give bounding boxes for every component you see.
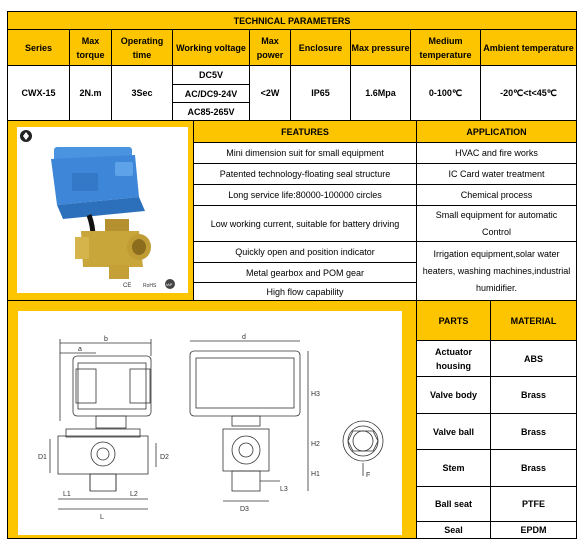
dim-label-d: d [242, 334, 246, 341]
valve-dimension-drawing [18, 311, 402, 535]
application-item: Chemical process [416, 184, 577, 206]
value-max-pressure: 1.6Mpa [350, 65, 411, 121]
dim-label-h3: H3 [311, 391, 320, 398]
value-max-torque: 2N.m [69, 65, 112, 121]
value-enclosure: IP65 [290, 65, 351, 121]
dim-label-l2: L2 [130, 491, 138, 498]
value-max-power: <2W [249, 65, 291, 121]
application-item: IC Card water treatment [416, 163, 577, 185]
part-name: Stem [416, 449, 491, 487]
technical-parameters-title: TECHNICAL PARAMETERS [7, 11, 577, 30]
value-series: CWX-15 [7, 65, 70, 121]
rohs-mark-icon: RoHS [143, 283, 157, 289]
header-max-pressure: Max pressure [350, 29, 411, 66]
header-working-voltage: Working voltage [172, 29, 250, 66]
part-material: EPDM [490, 521, 577, 539]
feature-item: Long service life:80000-100000 circles [193, 184, 417, 206]
application-title: APPLICATION [416, 120, 577, 143]
part-material: PTFE [490, 486, 577, 522]
value-medium-temperature: 0-100℃ [410, 65, 481, 121]
part-name: Ball seat [416, 486, 491, 522]
svg-text:IAP: IAP [166, 282, 173, 287]
dim-label-l1: L1 [63, 491, 71, 498]
feature-item: Patented technology-floating seal structure [193, 163, 417, 185]
header-ambient-temperature: Ambient temperature [480, 29, 577, 66]
feature-item: Mini dimension suit for small equipment [193, 142, 417, 164]
dimension-drawing-panel [7, 300, 417, 539]
part-name: Valve body [416, 376, 491, 414]
part-material: Brass [490, 376, 577, 414]
dim-label-d1: D1 [38, 454, 47, 461]
dim-label-b: b [104, 336, 108, 343]
header-series: Series [7, 29, 70, 66]
dim-label-l: L [100, 514, 104, 521]
feature-item: Low working current, suitable for battery driving [193, 205, 417, 242]
part-name: Seal [416, 521, 491, 539]
dim-label-d3: D3 [240, 506, 249, 513]
brand-logo-icon [20, 130, 32, 142]
header-operating-time: Operating time [111, 29, 173, 66]
value-operating-time: 3Sec [111, 65, 173, 121]
header-enclosure: Enclosure [290, 29, 351, 66]
dim-label-a: a [78, 346, 82, 353]
dim-label-f: F [366, 472, 371, 479]
dimension-drawing [18, 311, 402, 535]
features-title: FEATURES [193, 120, 417, 143]
application-item: HVAC and fire works [416, 142, 577, 164]
header-max-torque: Max torque [69, 29, 112, 66]
value-voltage-ac85-265v: AC85-265V [172, 102, 250, 121]
dim-label-l3: L3 [280, 486, 288, 493]
application-item: Small equipment for automatic Control [416, 205, 577, 242]
product-photo-panel [7, 120, 194, 301]
value-voltage-acdc9-24v: AC/DC9-24V [172, 84, 250, 103]
feature-item: High flow capability [193, 282, 417, 301]
material-header: MATERIAL [490, 300, 577, 341]
motorized-ball-valve-image [17, 127, 188, 293]
value-ambient-temperature: -20℃<t<45℃ [480, 65, 577, 121]
part-material: Brass [490, 449, 577, 487]
header-max-power: Max power [249, 29, 291, 66]
parts-header: PARTS [416, 300, 491, 341]
part-material: Brass [490, 413, 577, 450]
part-name: Actuator housing [416, 340, 491, 377]
dim-label-h2: H2 [311, 441, 320, 448]
part-material: ABS [490, 340, 577, 377]
application-item: Irrigation equipment,solar water heaters, washing machines,industrial humidifier. [416, 241, 577, 301]
ce-mark-icon: CE [123, 283, 132, 289]
feature-item: Metal gearbox and POM gear [193, 262, 417, 283]
value-voltage-dc5v: DC5V [172, 65, 250, 85]
product-photo [17, 127, 188, 293]
feature-item: Quickly open and position indicator [193, 241, 417, 263]
part-name: Valve ball [416, 413, 491, 450]
dim-label-d2: D2 [160, 454, 169, 461]
dim-label-h1: H1 [311, 471, 320, 478]
header-medium-temperature: Medium temperature [410, 29, 481, 66]
